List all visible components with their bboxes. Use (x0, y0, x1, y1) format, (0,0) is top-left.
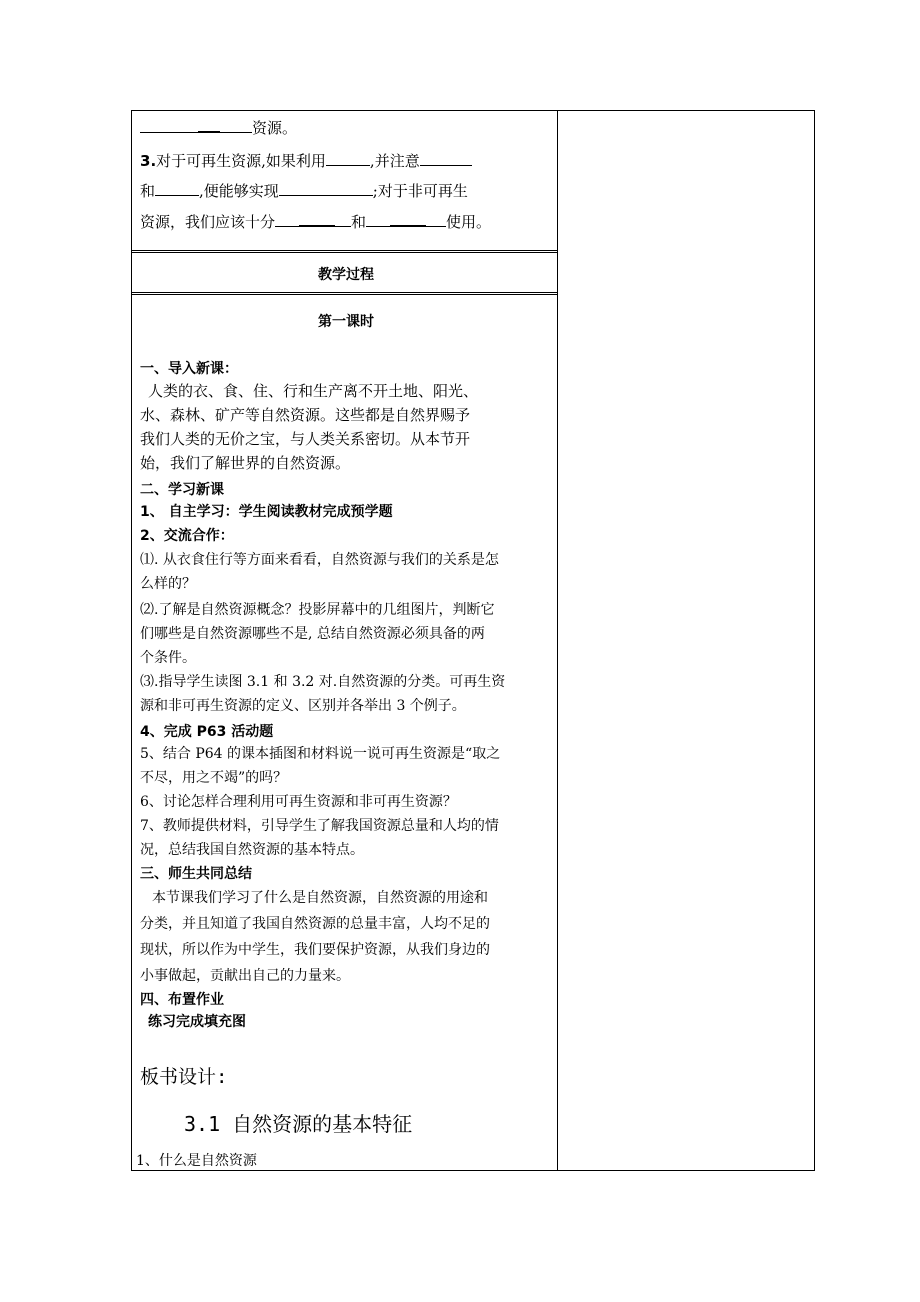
summary-line: 分类，并且知道了我国自然资源的总量丰富，人均不足的 (140, 916, 490, 932)
intro-line: 人类的衣、食、住、行和生产离不开土地、阳光、 (148, 382, 479, 400)
item-6: 6、讨论怎样合理利用可再生资源和非可再生资源？ (140, 794, 457, 810)
item-4: 4、完成 P63 活动题 (140, 724, 274, 740)
coop-heading: 2、交流合作： (140, 528, 234, 544)
learn-heading: 二、学习新课 (140, 482, 224, 498)
summary-line: 本节课我们学习了什么是自然资源，自然资源的用途和 (152, 890, 488, 906)
question-1: 么样的？ (140, 576, 196, 592)
item-5: 不尽，用之不竭”的吗？ (140, 770, 288, 786)
homework-text: 练习完成填充图 (148, 1014, 246, 1030)
board-item-1: 1、什么是自然资源 (136, 1153, 257, 1169)
item-5: 5、结合 P64 的课本插图和材料说一说可再生资源是“取之 (140, 746, 501, 762)
question-2: 个条件。 (140, 650, 196, 666)
divider-line (132, 292, 557, 295)
board-design-label: 板书设计: (140, 1066, 228, 1088)
intro-line: 始，我们了解世界的自然资源。 (140, 454, 351, 472)
intro-line: 水、森林、矿产等自然资源。这些都是自然界赐予 (140, 406, 471, 424)
intro-line: 我们人类的无价之宝，与人类关系密切。从本节开 (140, 430, 471, 448)
question-3-line2: 和 ,便能够实现 ;对于非可再生 (140, 178, 552, 204)
item-7: 7、教师提供材料，引导学生了解我国资源总量和人均的情 (140, 818, 499, 834)
question-2: ⑵.了解是自然资源概念？投影屏幕中的几组图片，判断它 (140, 602, 495, 618)
question-3-guide: 源和非可再生资源的定义、区别并各举出 3 个例子。 (140, 698, 466, 714)
question-1: ⑴. 从衣食住行等方面来看看，自然资源与我们的关系是怎 (140, 552, 499, 568)
summary-line: 小事做起，贡献出自己的力量来。 (140, 968, 350, 984)
self-study: 1、 自主学习：学生阅读教材完成预学题 (140, 504, 393, 520)
question-2: 们哪些是自然资源哪些不是, 总结自然资源必须具备的两 (140, 626, 485, 642)
lesson-title: 第一课时 (318, 314, 374, 330)
divider-line (132, 250, 557, 253)
question-3-guide: ⑶.指导学生读图 3.1 和 3.2 对.自然资源的分类。可再生资 (140, 674, 506, 690)
summary-heading: 三、师生共同总结 (140, 866, 252, 882)
intro-heading: 一、导入新课： (140, 361, 238, 377)
question-3: 3.对于可再生资源,如果利用 ,并注意 (140, 148, 552, 174)
item-7: 况，总结我国自然资源的基本特点。 (140, 842, 364, 858)
fill-line-1: 资源。 (140, 114, 552, 141)
board-title: 3.1 自然资源的基本特征 (184, 1112, 413, 1136)
lesson-plan-table (131, 110, 815, 1171)
homework-heading: 四、布置作业 (140, 992, 224, 1008)
summary-line: 现状，所以作为中学生，我们要保护资源，从我们身边的 (140, 942, 490, 958)
section-header: 教学过程 (318, 267, 374, 283)
question-3-line3: 资源，我们应该十分 和 使用。 (140, 208, 552, 235)
